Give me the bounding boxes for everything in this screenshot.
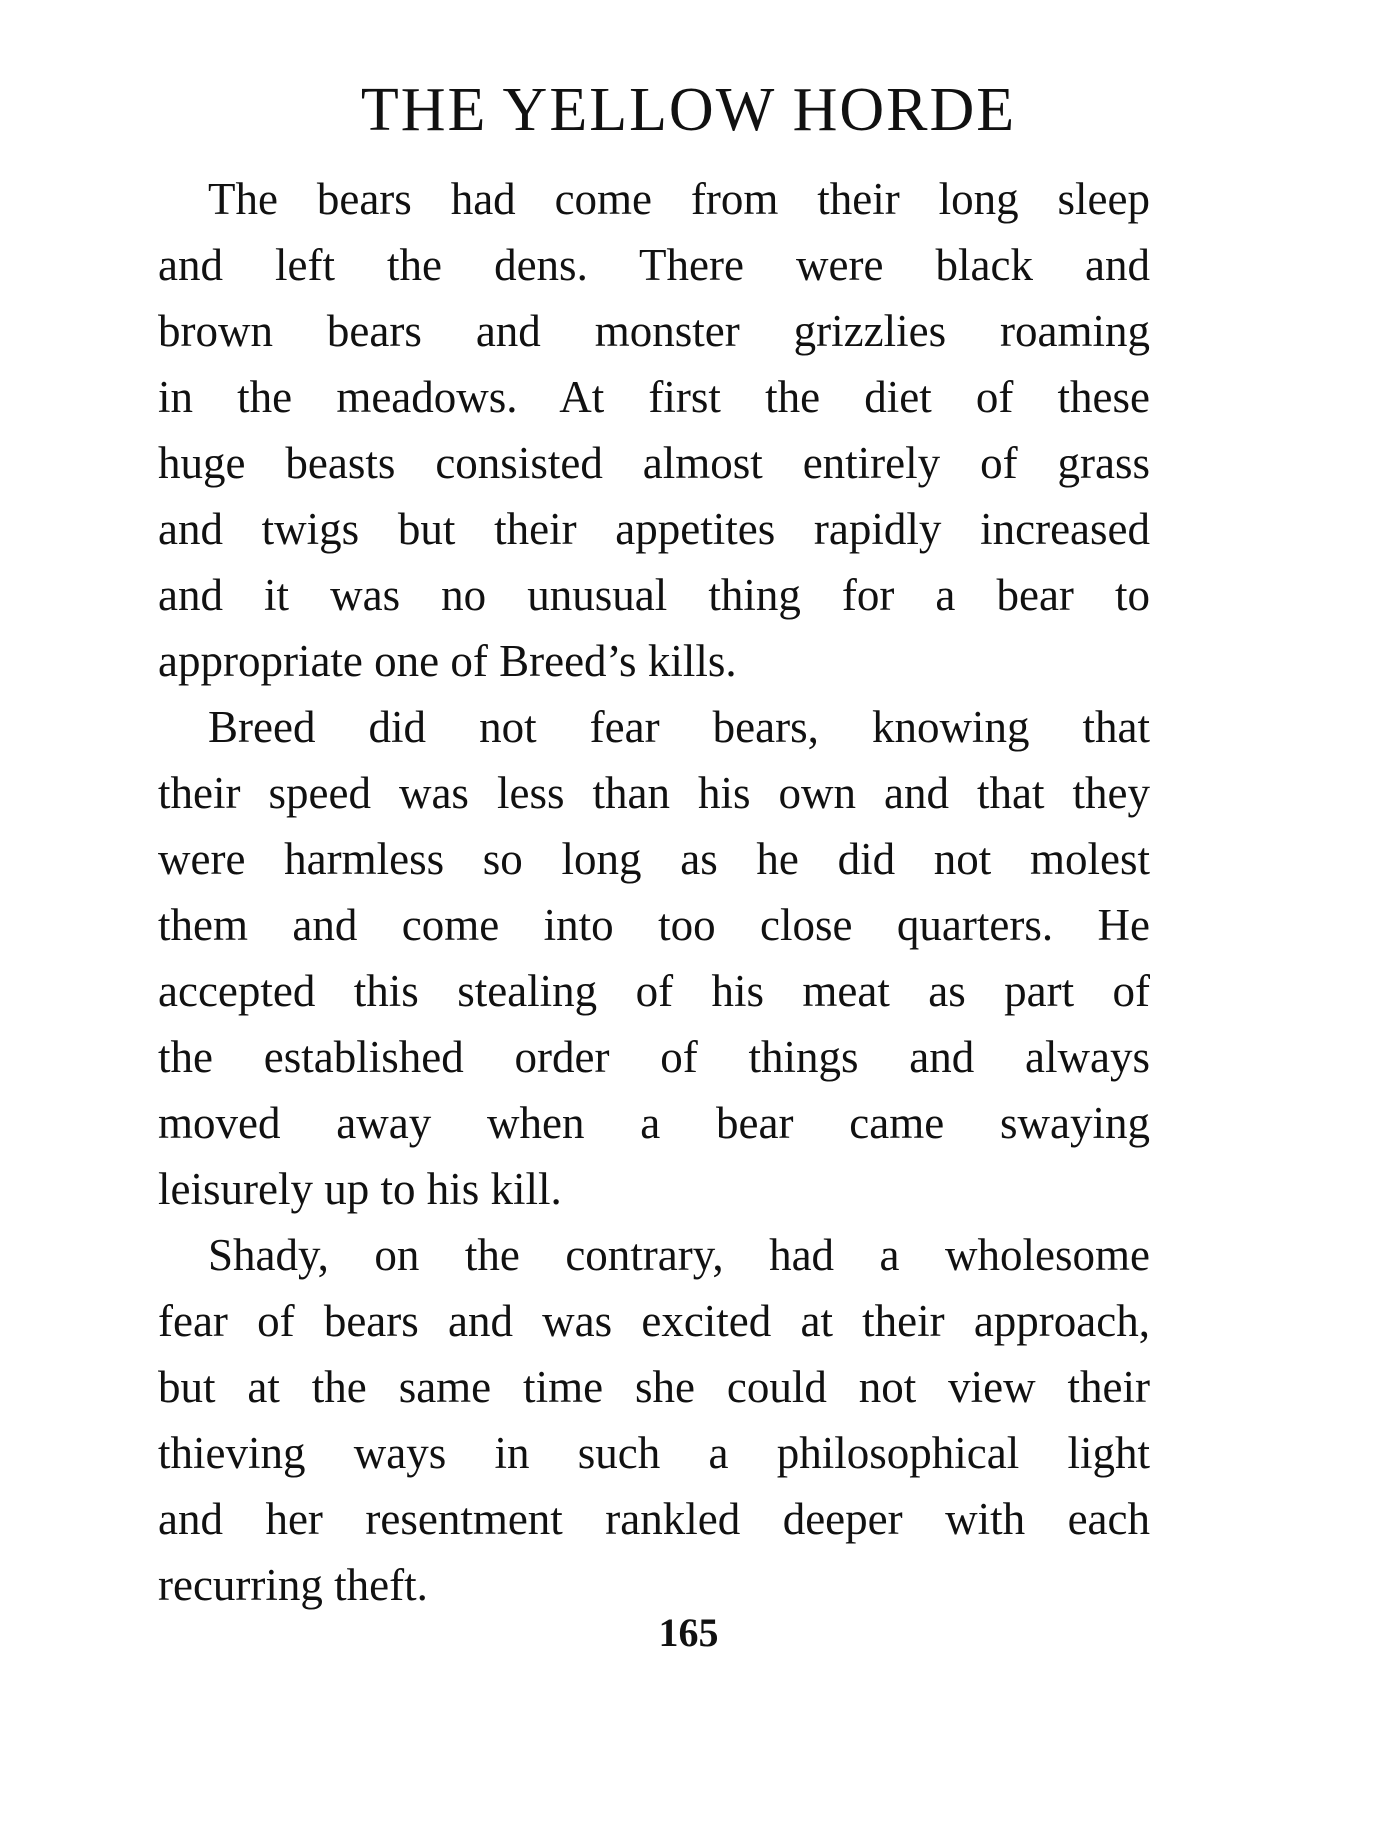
text-line: leisurely up to his kill. [158,1164,562,1214]
text-line: and it was no unusual thing for a bear to [158,570,1150,620]
text-line: them and come into too close quarters. He [158,900,1150,950]
paragraph-2 [158,694,1150,1222]
text-line: huge beasts consisted almost entirely of grass [158,438,1150,488]
text-line: and her resentment rankled deeper with each [158,1494,1150,1544]
text-line: The bears had come from their long sleep [208,174,1150,224]
text-line: accepted this stealing of his meat as part of [158,966,1150,1016]
text-line: brown bears and monster grizzlies roaming [158,306,1150,356]
text-line: Breed did not fear bears, knowing that [208,702,1150,752]
text-line: fear of bears and was excited at their approach, [158,1296,1150,1346]
text-line: the established order of things and always [158,1032,1150,1082]
text-line: their speed was less than his own and that they [158,768,1150,818]
running-head: THE YELLOW HORDE [360,76,1017,144]
paragraph-3 [158,1222,1150,1618]
body-text [158,166,1150,1618]
text-line: and left the dens. There were black and [158,240,1150,290]
text-line: recurring theft. [158,1560,428,1610]
text-line: thieving ways in such a philosophical light [158,1428,1150,1478]
page-number: 165 [658,1610,719,1655]
text-line: Shady, on the contrary, had a wholesome [208,1230,1150,1280]
text-line: and twigs but their appetites rapidly increased [158,504,1150,554]
text-line: but at the same time she could not view their [158,1362,1150,1412]
text-line: appropriate one of Breed’s kills. [158,636,737,686]
text-line: in the meadows. At first the diet of these [158,372,1150,422]
text-line: moved away when a bear came swaying [158,1098,1150,1148]
text-line: were harmless so long as he did not molest [158,834,1150,884]
paragraph-1 [158,166,1150,694]
